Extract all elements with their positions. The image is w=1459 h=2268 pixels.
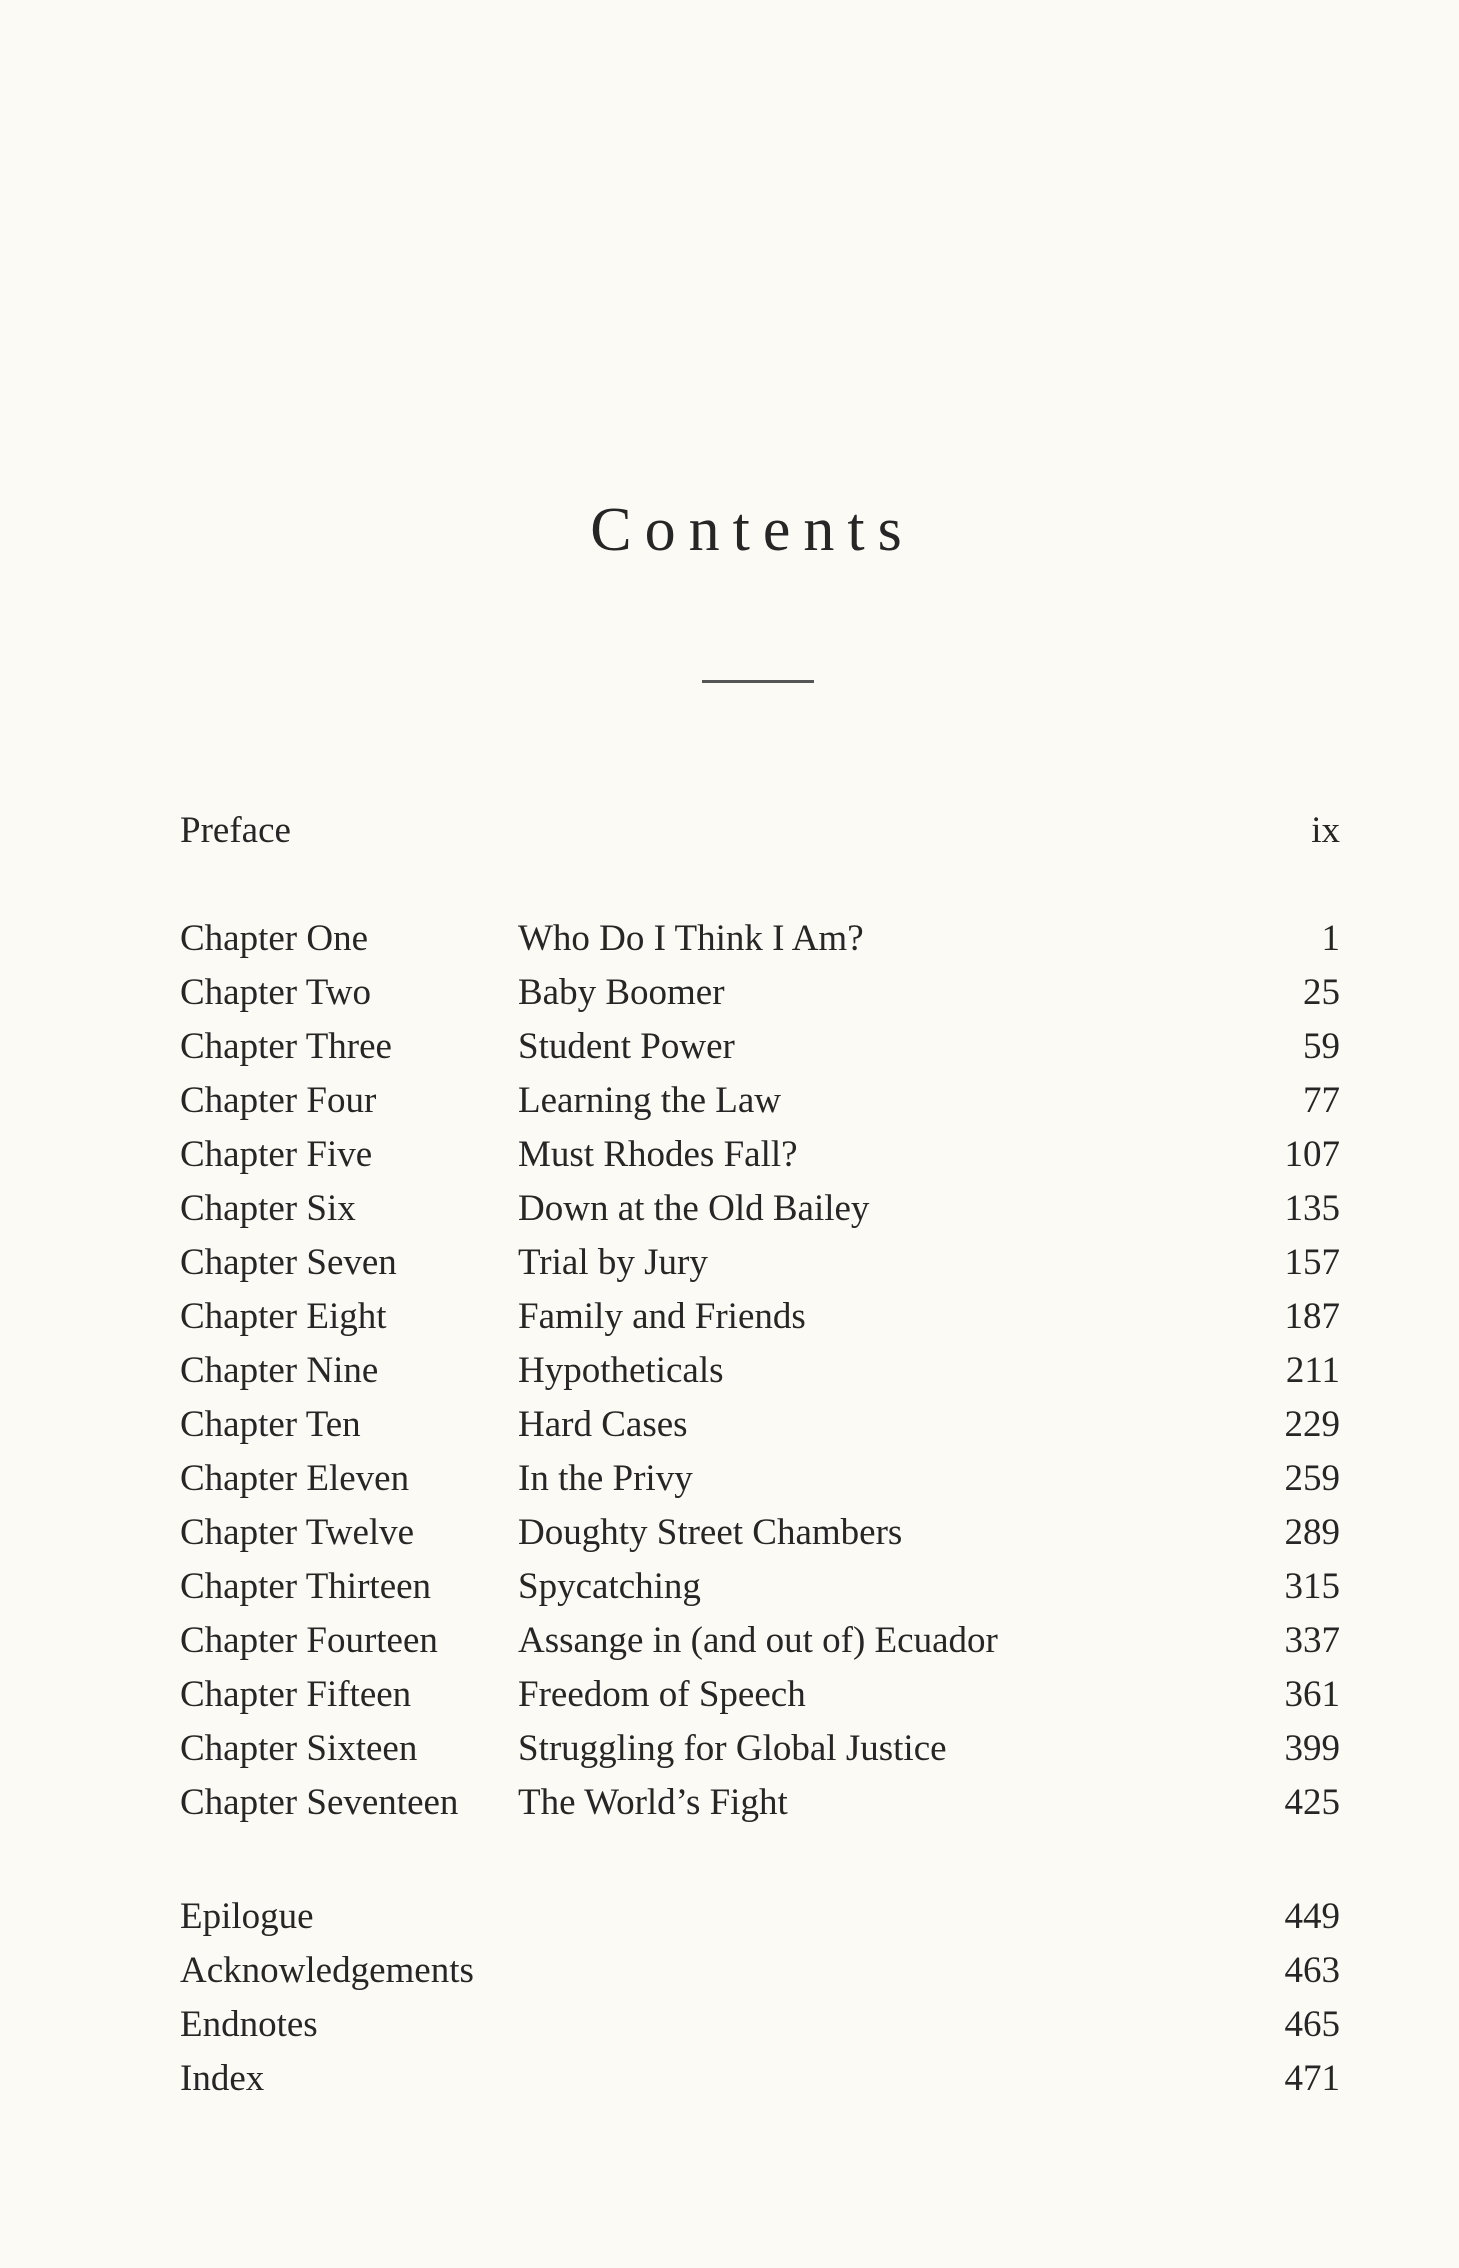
chapter-title: Must Rhodes Fall?: [518, 1134, 798, 1175]
page-number: 425: [1284, 1782, 1340, 1823]
toc-entry-acknowledgements[interactable]: [180, 1944, 1340, 1998]
page-number: 25: [1303, 972, 1340, 1013]
chapter-title: Down at the Old Bailey: [518, 1188, 870, 1229]
chapter-label: Chapter Five: [180, 1134, 373, 1175]
chapter-label: Chapter Sixteen: [180, 1728, 418, 1769]
toc-entry-preface[interactable]: [180, 804, 1340, 858]
toc-entry-chapter-fifteen[interactable]: [180, 1668, 1340, 1722]
page-number: 399: [1284, 1728, 1340, 1769]
page-number: 187: [1284, 1296, 1340, 1337]
page-number: 77: [1303, 1080, 1340, 1121]
toc-entry-chapter-twelve[interactable]: [180, 1506, 1340, 1560]
chapter-label: Chapter Two: [180, 972, 371, 1013]
page-number: 337: [1284, 1620, 1340, 1661]
chapter-title: Student Power: [518, 1026, 735, 1067]
chapter-title: The World’s Fight: [518, 1782, 788, 1823]
entry-label: Preface: [180, 810, 291, 851]
chapter-title: Learning the Law: [518, 1080, 781, 1121]
toc-entry-chapter-sixteen[interactable]: [180, 1722, 1340, 1776]
chapter-title: In the Privy: [518, 1458, 693, 1499]
toc-entry-index[interactable]: [180, 2052, 1340, 2106]
page-number: 465: [1284, 2004, 1340, 2045]
table-of-contents: [180, 0, 1340, 2268]
chapter-title: Who Do I Think I Am?: [518, 918, 864, 959]
toc-entry-epilogue[interactable]: [180, 1890, 1340, 1944]
page-number: 361: [1284, 1674, 1340, 1715]
chapter-title: Hypotheticals: [518, 1350, 724, 1391]
chapter-title: Family and Friends: [518, 1296, 806, 1337]
page-number: 157: [1284, 1242, 1340, 1283]
entry-label: Epilogue: [180, 1896, 314, 1937]
toc-entry-chapter-eleven[interactable]: [180, 1452, 1340, 1506]
toc-entry-chapter-ten[interactable]: [180, 1398, 1340, 1452]
toc-entry-chapter-three[interactable]: [180, 1020, 1340, 1074]
chapter-label: Chapter Fifteen: [180, 1674, 412, 1715]
page-number: 463: [1284, 1950, 1340, 1991]
chapter-label: Chapter Eight: [180, 1296, 387, 1337]
chapter-title: Assange in (and out of) Ecuador: [518, 1620, 998, 1661]
page-number: 471: [1284, 2058, 1340, 2099]
page-number: 315: [1284, 1566, 1340, 1607]
chapter-label: Chapter One: [180, 918, 369, 959]
page-number: 135: [1284, 1188, 1340, 1229]
entry-label: Endnotes: [180, 2004, 318, 2045]
toc-entry-chapter-fourteen[interactable]: [180, 1614, 1340, 1668]
toc-entry-chapter-nine[interactable]: [180, 1344, 1340, 1398]
page-number: 59: [1303, 1026, 1340, 1067]
toc-entry-chapter-six[interactable]: [180, 1182, 1340, 1236]
chapter-title: Freedom of Speech: [518, 1674, 806, 1715]
page-number: 259: [1284, 1458, 1340, 1499]
chapter-title: Hard Cases: [518, 1404, 688, 1445]
entry-label: Index: [180, 2058, 265, 2099]
page-number: 211: [1285, 1350, 1340, 1391]
page-number: 229: [1284, 1404, 1340, 1445]
page-number: ix: [1311, 810, 1340, 851]
page-number: 289: [1284, 1512, 1340, 1553]
chapter-title: Trial by Jury: [518, 1242, 708, 1283]
chapter-label: Chapter Eleven: [180, 1458, 410, 1499]
chapter-label: Chapter Nine: [180, 1350, 379, 1391]
chapter-label: Chapter Four: [180, 1080, 377, 1121]
toc-entry-chapter-four[interactable]: [180, 1074, 1340, 1128]
chapter-title: Baby Boomer: [518, 972, 725, 1013]
chapter-label: Chapter Ten: [180, 1404, 361, 1445]
toc-entry-chapter-seven[interactable]: [180, 1236, 1340, 1290]
page-title: Contents: [590, 496, 915, 564]
entry-label: Acknowledgements: [180, 1950, 474, 1991]
chapter-label: Chapter Six: [180, 1188, 356, 1229]
page-number: 449: [1284, 1896, 1340, 1937]
toc-entry-chapter-thirteen[interactable]: [180, 1560, 1340, 1614]
chapter-title: Struggling for Global Justice: [518, 1728, 947, 1769]
chapter-label: Chapter Twelve: [180, 1512, 415, 1553]
chapter-label: Chapter Seventeen: [180, 1782, 459, 1823]
chapter-title: Spycatching: [518, 1566, 701, 1607]
toc-entry-chapter-five[interactable]: [180, 1128, 1340, 1182]
toc-entry-chapter-two[interactable]: [180, 966, 1340, 1020]
page-number: 1: [1321, 918, 1340, 959]
chapter-label: Chapter Seven: [180, 1242, 397, 1283]
toc-entry-chapter-seventeen[interactable]: [180, 1776, 1340, 1830]
page-number: 107: [1284, 1134, 1340, 1175]
toc-entry-chapter-one[interactable]: [180, 912, 1340, 966]
toc-entry-endnotes[interactable]: [180, 1998, 1340, 2052]
chapter-label: Chapter Fourteen: [180, 1620, 438, 1661]
chapter-title: Doughty Street Chambers: [518, 1512, 903, 1553]
chapter-label: Chapter Thirteen: [180, 1566, 432, 1607]
chapter-label: Chapter Three: [180, 1026, 392, 1067]
toc-entry-chapter-eight[interactable]: [180, 1290, 1340, 1344]
